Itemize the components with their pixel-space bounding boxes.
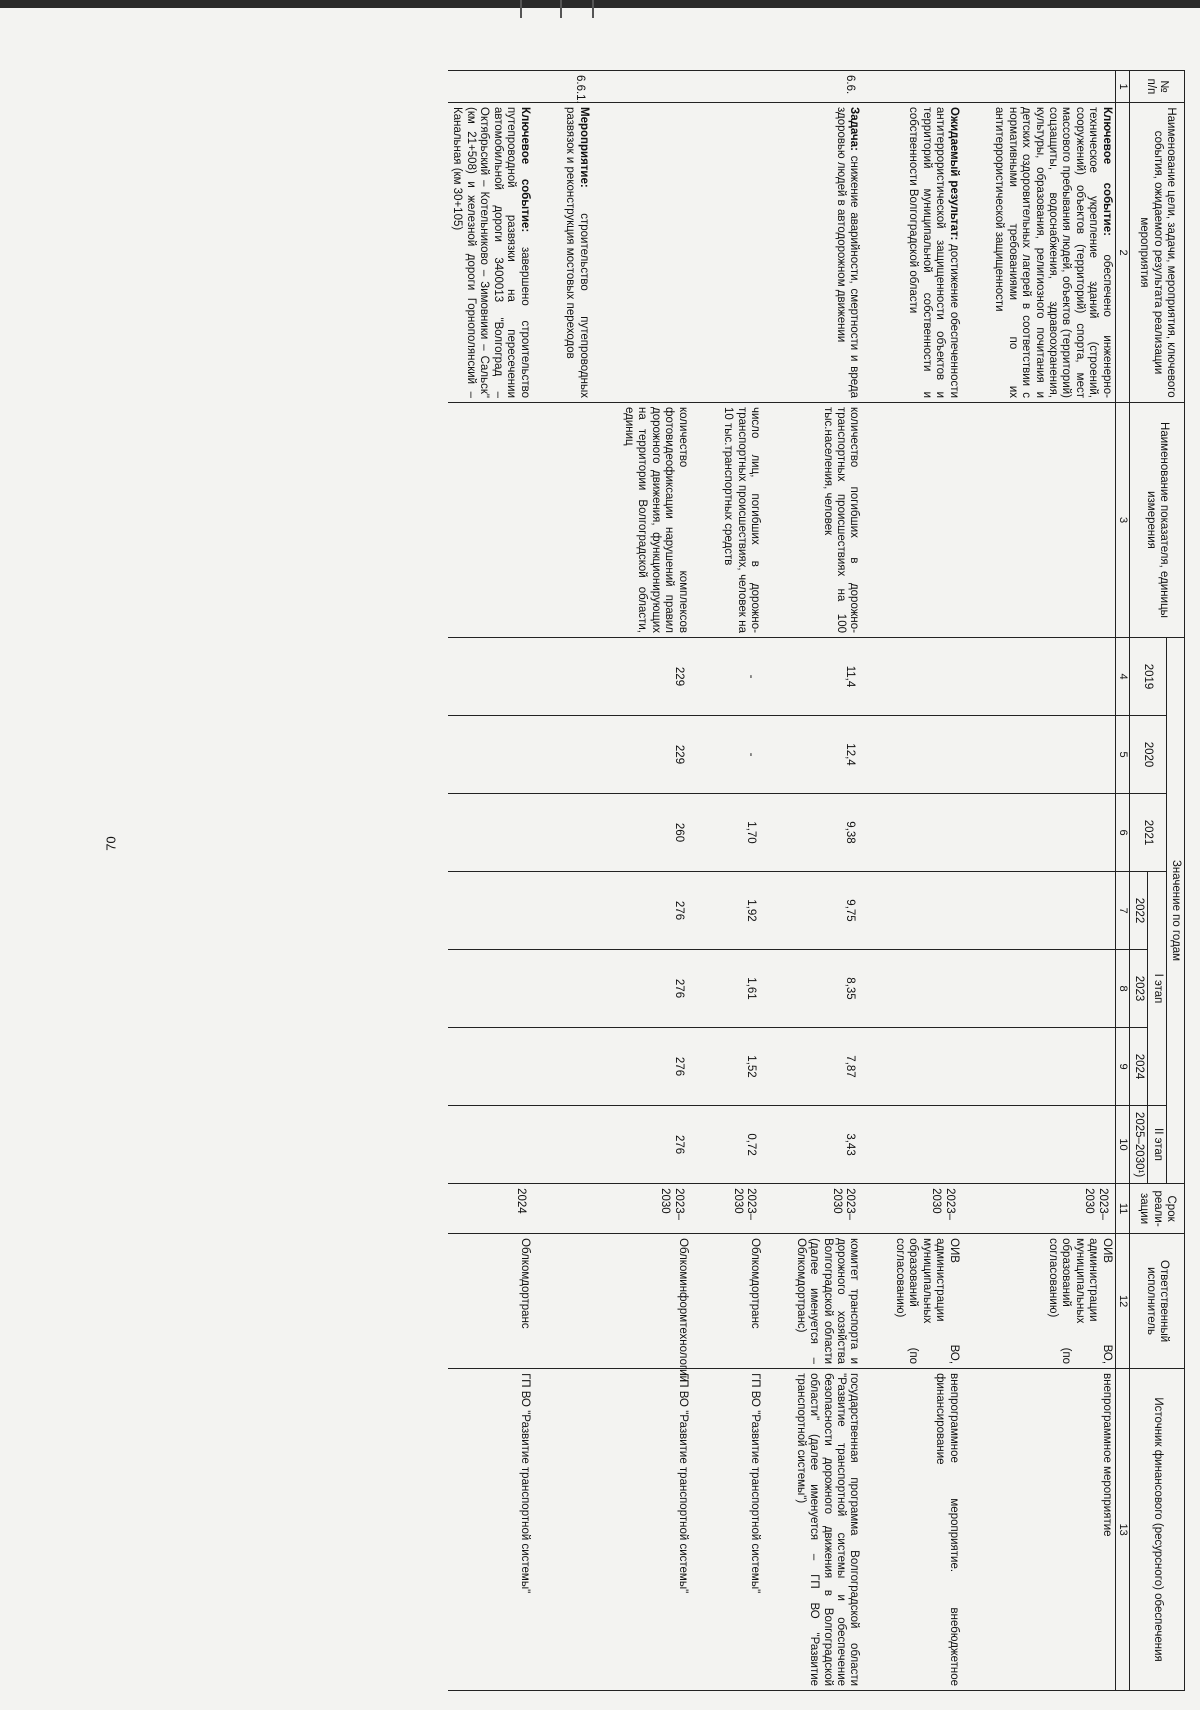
executor-cell: Облкоминформтехнологии xyxy=(620,1234,691,1369)
value-cell xyxy=(890,716,961,794)
value-cell xyxy=(890,1106,961,1184)
source-cell: ГП ВО "Развитие транспортной системы" xyxy=(719,1369,763,1691)
header-year: 2025–2030¹) xyxy=(1129,1106,1147,1184)
value-cell: - xyxy=(719,638,763,716)
indicator-cell: количество погибших в дорожно-транспортных происшествиях на 100 тыс.населения, человек xyxy=(791,403,862,638)
column-number: 2 xyxy=(1115,103,1129,403)
value-cell: 276 xyxy=(620,1028,691,1106)
row-num xyxy=(890,71,961,103)
value-cell xyxy=(990,794,1116,872)
table-row-indicator xyxy=(620,71,691,1691)
table-row-indicator xyxy=(719,71,763,1691)
value-cell: 1,52 xyxy=(719,1028,763,1106)
value-cell xyxy=(890,794,961,872)
value-cell xyxy=(890,1028,961,1106)
indicator-cell xyxy=(990,403,1116,638)
row-num: 6.6.1. xyxy=(561,71,592,103)
value-cell: 9,75 xyxy=(791,872,862,950)
header-year: 2021 xyxy=(1129,794,1166,872)
column-number: 3 xyxy=(1115,403,1129,638)
header-stage-1: I этап xyxy=(1148,872,1166,1106)
column-number: 10 xyxy=(1115,1106,1129,1184)
executor-cell: ОИВ ВО, администрации муниципальных образований (по согласованию) xyxy=(990,1234,1116,1369)
value-cell: 276 xyxy=(620,1106,691,1184)
row-num xyxy=(990,71,1116,103)
value-cell xyxy=(890,872,961,950)
row-name: достижение обеспеченности антитеррористической защищенности объектов и территорий муниципальной собственности и собственности Волгоградской области xyxy=(907,107,960,398)
row-name: обеспечено инженерно-техническое укрепление зданий (строений, сооружений) объектов (территорий) спорта, мест массового пребывания людей, объектов (территорий) соцзащиты, водоснабжения, здравоохранения, культуры, образования, религиозного почитания и детских оздоровительных лагерей в соответствии с нормативными требованиями по их антитеррористической защищенности xyxy=(993,107,1113,398)
row-label: Задача: xyxy=(848,107,861,151)
header-year: 2023 xyxy=(1129,950,1147,1028)
header-indicator: Наименование показателя, единицы измерения xyxy=(1129,403,1184,638)
row-label: Ключевое событие: xyxy=(518,107,531,233)
row-name: строительство путепроводных развязок и реконструкция мостовых переходов xyxy=(564,107,590,398)
row-name-cell xyxy=(890,103,961,403)
column-number: 8 xyxy=(1115,950,1129,1028)
header-name: Наименование цели, задачи, мероприятия, ключевого события, ожидаемого результата реализации мероприятия xyxy=(1129,103,1184,403)
header-source: Источник финансового (ресурсного) обеспечения xyxy=(1129,1369,1184,1691)
value-cell: 7,87 xyxy=(791,1028,862,1106)
term-cell: 2024 xyxy=(448,1184,533,1234)
header-year: 2019 xyxy=(1129,638,1166,716)
header-year: 2022 xyxy=(1129,872,1147,950)
indicator-cell: количество комплексов фотовидеофиксации нарушений правил дорожного движения, функционирующих на территории Волгоградской области, единиц xyxy=(620,403,691,638)
indicator-cell: число лиц, погибших в дорожно-транспортных происшествиях, человек на 10 тыс.транспортных средств xyxy=(719,403,763,638)
header-values-by-year: Значение по годам xyxy=(1166,638,1184,1184)
value-cell: 276 xyxy=(620,950,691,1028)
header-year: 2020 xyxy=(1129,716,1166,794)
measures-table xyxy=(448,70,1185,1691)
value-cell: 260 xyxy=(620,794,691,872)
value-cell: 11,4 xyxy=(791,638,862,716)
column-number: 4 xyxy=(1115,638,1129,716)
term-cell: 2023–2030 xyxy=(791,1184,862,1234)
header-stage-2: II этап xyxy=(1148,1106,1166,1184)
row-name-cell xyxy=(990,103,1116,403)
term-cell: 2023–2030 xyxy=(890,1184,961,1234)
scan-top-edge xyxy=(0,0,1200,8)
value-cell xyxy=(990,872,1116,950)
value-cell: 229 xyxy=(620,638,691,716)
source-cell: внепрограммное мероприятие xyxy=(990,1369,1116,1691)
column-number: 7 xyxy=(1115,872,1129,950)
table-row-key-event xyxy=(448,71,533,1691)
row-name-cell xyxy=(448,103,533,403)
column-number: 9 xyxy=(1115,1028,1129,1106)
value-cell: 1,92 xyxy=(719,872,763,950)
table-row-expected-result xyxy=(890,71,961,1691)
page-number: 70 xyxy=(103,836,119,851)
value-cell: 8,35 xyxy=(791,950,862,1028)
column-number: 12 xyxy=(1115,1234,1129,1369)
row-spacer xyxy=(862,71,890,1691)
row-name-cell xyxy=(791,103,862,403)
binder-mark xyxy=(520,0,522,18)
header-year: 2024 xyxy=(1129,1028,1147,1106)
column-number: 1 xyxy=(1115,71,1129,103)
source-cell: ГП ВО "Развитие транспортной системы" xyxy=(448,1369,533,1691)
value-cell xyxy=(890,950,961,1028)
row-spacer xyxy=(763,71,791,1691)
value-cell xyxy=(990,1028,1116,1106)
value-cell xyxy=(990,950,1116,1028)
value-cell: 0,72 xyxy=(719,1106,763,1184)
column-number: 11 xyxy=(1115,1184,1129,1234)
binder-mark xyxy=(560,0,562,18)
row-label: Мероприятие: xyxy=(577,107,590,188)
term-cell: 2023–2030 xyxy=(620,1184,691,1234)
column-number: 13 xyxy=(1115,1369,1129,1691)
row-spacer xyxy=(962,71,990,1691)
row-spacer xyxy=(691,71,719,1691)
term-cell: 2023–2030 xyxy=(990,1184,1116,1234)
executor-cell: ОИВ ВО, администрации муниципальных образований (по согласованию) xyxy=(890,1234,961,1369)
row-spacer xyxy=(533,71,561,1691)
value-cell xyxy=(990,638,1116,716)
header-num: № п/п xyxy=(1129,71,1184,103)
source-cell: государственная программа Волгоградской области "Развитие транспортной системы и обеспечение безопасности дорожного движения в Волгоградской области" (далее именуется – ГП ВО "Развитие транспортной системы") xyxy=(791,1369,862,1691)
row-num: 6.6. xyxy=(791,71,862,103)
value-cell: 3,43 xyxy=(791,1106,862,1184)
value-cell: 229 xyxy=(620,716,691,794)
row-name: снижение аварийности, смертности и вреда здоровью людей в автодорожном движении xyxy=(834,107,861,398)
column-number: 6 xyxy=(1115,794,1129,872)
executor-cell: комитет транспорта и дорожного хозяйства Волгоградской области (далее именуется – Облкомдортранс) xyxy=(791,1234,862,1369)
rotated-document xyxy=(120,70,1185,1690)
header-term: Срок реали-зации xyxy=(1129,1184,1184,1234)
row-spacer xyxy=(592,71,620,1691)
header-executor: Ответственный исполнитель xyxy=(1129,1234,1184,1369)
column-number: 5 xyxy=(1115,716,1129,794)
table-row-key-event xyxy=(990,71,1116,1691)
source-cell: внепрограммное мероприятие. внебюджетное финансирование xyxy=(890,1369,961,1691)
value-cell xyxy=(990,1106,1116,1184)
row-name: завершено строительство путепроводной развязки на пересечении автомобильной дороги 3400013 "Волгоград – Октябрьский – Котельниково – Зимовники – Сальск" (км 21+508) и железной дороги Горнополянский – Канальная (км 30+105) xyxy=(451,107,531,398)
value-cell: 9,38 xyxy=(791,794,862,872)
value-cell xyxy=(990,716,1116,794)
value-cell: 276 xyxy=(620,872,691,950)
executor-cell: Облкомдортранс xyxy=(448,1234,533,1369)
indicator-cell xyxy=(890,403,961,638)
row-name-cell xyxy=(561,103,592,403)
source-cell: ГП ВО "Развитие транспортной системы" xyxy=(620,1369,691,1691)
row-label: Ключевое событие: xyxy=(1100,107,1113,236)
value-cell xyxy=(890,638,961,716)
value-cell: 1,70 xyxy=(719,794,763,872)
executor-cell: Облкомдортранс xyxy=(719,1234,763,1369)
value-cell: 12,4 xyxy=(791,716,862,794)
row-label: Ожидаемый результат: xyxy=(947,107,960,241)
value-cell: - xyxy=(719,716,763,794)
value-cell: 1,61 xyxy=(719,950,763,1028)
table-row-measure xyxy=(561,71,592,1691)
binder-mark xyxy=(592,0,594,18)
table-row-task xyxy=(791,71,862,1691)
term-cell: 2023–2030 xyxy=(719,1184,763,1234)
